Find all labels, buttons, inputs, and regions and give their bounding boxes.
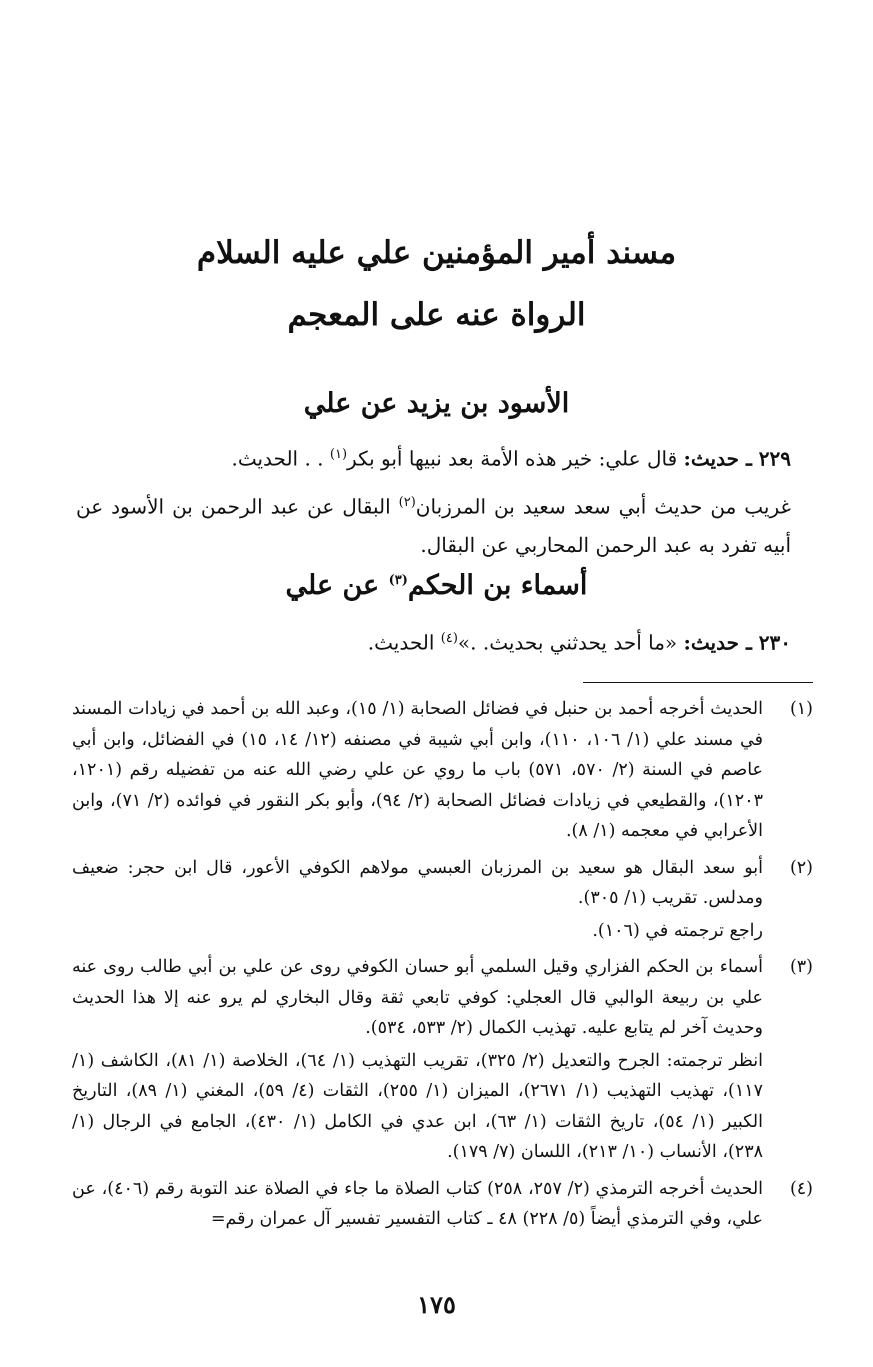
footnote-number: (٣) xyxy=(789,957,813,977)
hadith-text: قال علي: خير هذه الأمة بعد نبيها أبو بكر xyxy=(347,446,678,471)
paragraph-text: البقال عن عبد الرحمن بن الأسود عن أبيه تفرد به عبد الرحمن المحاربي عن البقال. xyxy=(76,494,791,557)
hadith-229 xyxy=(231,440,791,474)
footnote-body xyxy=(72,853,763,949)
page-title: مسند أمير المؤمنين علي عليه السلام xyxy=(196,235,677,271)
footnote-2 xyxy=(72,853,813,949)
heading-text: أسماء بن الحكم xyxy=(407,570,588,601)
footnote-paragraph: أسماء بن الحكم الفزاري وقيل السلمي أبو حسان الكوفي روى عن علي بن أبي طالب روى عنه علي بن ربيعة الوالبي قال العجلي: كوفي تابعي ثقة وقال البخاري لم يرو عنه إلا هذا الحديث وحديث آخر لم يتابع عليه. تهذيب الكمال (٢/ ٥٣٣، ٥٣٤). xyxy=(72,957,763,1038)
title-block xyxy=(0,222,873,346)
hadith-number: ٢٣٠ ـ حديث: xyxy=(683,630,791,655)
paragraph-text: غريب من حديث أبي سعد سعيد بن المرزبان xyxy=(415,494,791,519)
footnote-ref[interactable]: (٢) xyxy=(398,495,416,510)
hadith-text: «ما أحد يحدثني بحديث. .» xyxy=(457,630,678,655)
footnote-paragraph: أبو سعد البقال هو سعيد بن المرزبان العبسي مولاهم الكوفي الأعور، قال ابن حجر: ضعيف ومدلس. تقريب (١/ ٣٠٥). xyxy=(72,857,763,908)
footnote-ref[interactable]: (٤) xyxy=(440,631,458,646)
hadith-number: ٢٢٩ ـ حديث: xyxy=(683,446,791,471)
footnote-paragraph: راجع ترجمته في (١٠٦). xyxy=(592,920,763,941)
section-heading-aswad: الأسود بن يزيد عن علي xyxy=(303,388,570,419)
footnote-number: (٤) xyxy=(789,1178,813,1199)
footnote-separator xyxy=(583,682,813,683)
footnote-body xyxy=(72,694,763,849)
hadith-tail: . . الحديث. xyxy=(231,446,324,471)
footnote-paragraph: الحديث أخرجه أحمد بن حنبل في فضائل الصحابة (١/ ١٥)، وعبد الله بن أحمد في زيادات المسند في مسند علي (١/ ١٠٦، ١١٠)، وابن أبي شيبة في مصنفه (١٢/ ١٤، ١٥) في الفضائل، وابن أبي عاصم في السنة (٢/ ٥٧٠، ٥٧١) باب ما روي عن علي رضي الله عنه من تفضيله رقم (١٢٠١، ١٢٠٣)، والقطيعي في زيادات فضائل الصحابة (٢/ ٩٤)، وأبو بكر النقور في فوائده (٢/ ٧١)، وابن الأعرابي في معجمه (١/ ٨). xyxy=(72,699,764,841)
page-number: ١٧٥ xyxy=(417,1290,456,1319)
footnotes xyxy=(72,694,813,1241)
footnote-4 xyxy=(72,1174,813,1237)
page-subtitle: الرواة عنه على المعجم xyxy=(287,297,586,333)
footnote-paragraph: الحديث أخرجه الترمذي (٢/ ٢٥٧، ٢٥٨) كتاب الصلاة ما جاء في الصلاة عند التوبة رقم (٤٠٦)، عن علي، وفي الترمذي أيضاً (٥/ ٢٢٨) ٤٨ ـ كتاب التفسير تفسير آل عمران رقم= xyxy=(72,1178,764,1229)
footnote-ref[interactable]: (٣) xyxy=(388,573,408,588)
footnote-3 xyxy=(72,952,813,1170)
footnote-ref[interactable]: (١) xyxy=(329,447,348,462)
commentary-paragraph xyxy=(76,484,791,564)
hadith-230 xyxy=(368,624,791,658)
footnote-paragraph: انظر ترجمته: الجرح والتعديل (٢/ ٣٢٥)، تقريب التهذيب (١/ ٦٤)، الخلاصة (١/ ٨١)، الكاشف (١/ ١١٧)، تهذيب التهذيب (١/ ٢٦٧١)، الميزان (١/ ٢٥٥)، الثقات (٤/ ٥٩)، المغني (١/ ٨٩)، التاريخ الكبير (١/ ٥٤)، تاريخ الثقات (١/ ٦٣)، ابن عدي في الكامل (١/ ٤٣٠)، الجامع في الرجال (١/ ٢٣٨)، الأنساب (١٠/ ٢١٣)، اللسان (٧/ ١٧٩). xyxy=(72,1050,764,1162)
footnote-number: (١) xyxy=(789,699,813,719)
hadith-tail: الحديث. xyxy=(367,630,441,655)
footnote-body xyxy=(72,952,763,1170)
footnote-1 xyxy=(72,694,813,849)
section-heading-asma xyxy=(0,570,873,601)
footnote-body xyxy=(72,1174,763,1237)
footnote-number: (٢) xyxy=(789,857,813,878)
heading-text: عن علي xyxy=(285,570,389,601)
